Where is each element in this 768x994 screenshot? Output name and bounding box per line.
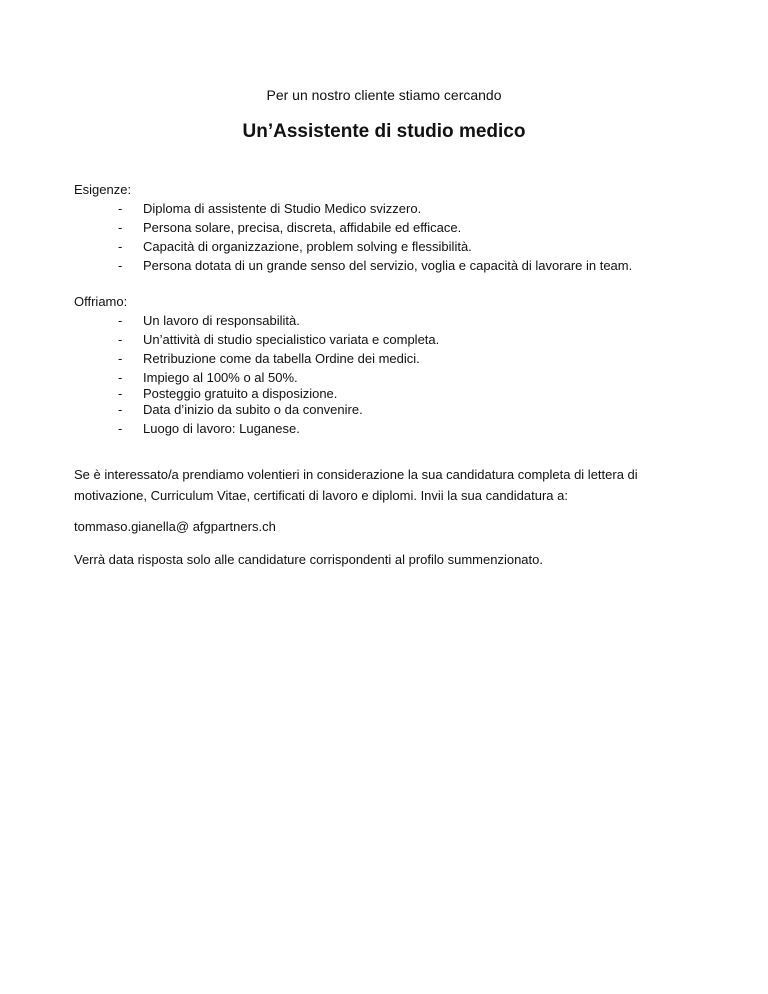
intro-line: Per un nostro cliente stiamo cercando	[266, 87, 502, 103]
list-item	[74, 237, 714, 256]
list-item-text: Posteggio gratuito a disposizione.	[143, 386, 338, 401]
requirements-label: Esigenze:	[74, 182, 132, 197]
list-item	[74, 256, 714, 275]
bullet-dash: -	[118, 239, 123, 254]
job-title: Un’Assistente di studio medico	[242, 121, 526, 142]
bullet-dash: -	[118, 258, 123, 273]
bullet-dash: -	[118, 201, 123, 216]
application-paragraph: Se è interessato/a prendiamo volentieri in considerazione la sua candidatura completa di lettera di motivazione, Curriculum Vitae, certificati di lavoro e diplomi. Invii la sua candidatura a:	[74, 467, 638, 503]
list-item-text: Un lavoro di responsabilità.	[143, 313, 300, 328]
response-note: Verrà data risposta solo alle candidature corrispondenti al profilo summenzionato.	[74, 552, 543, 567]
list-item	[74, 384, 714, 400]
list-item-text: Retribuzione come da tabella Ordine dei medici.	[143, 351, 420, 366]
list-item	[74, 218, 714, 237]
bullet-dash: -	[118, 332, 123, 347]
list-item	[74, 419, 714, 438]
bullet-dash: -	[118, 421, 123, 436]
bullet-dash: -	[118, 402, 123, 417]
list-item	[74, 330, 714, 349]
list-item-text: Data d’inizio da subito o da convenire.	[143, 402, 363, 417]
list-item-text: Capacità di organizzazione, problem solving e flessibilità.	[143, 239, 472, 254]
bullet-dash: -	[118, 370, 123, 385]
list-item	[74, 199, 714, 218]
list-item-text: Diploma di assistente di Studio Medico svizzero.	[143, 201, 422, 216]
offers-label: Offriamo:	[74, 294, 128, 309]
bullet-dash: -	[118, 351, 123, 366]
bullet-dash: -	[118, 386, 123, 401]
list-item	[74, 400, 714, 419]
requirements-section	[74, 180, 714, 275]
list-item	[74, 368, 714, 384]
list-item-text: Un’attività di studio specialistico variata e completa.	[143, 332, 440, 347]
requirements-list	[74, 199, 714, 275]
list-item-text: Persona dotata di un grande senso del servizio, voglia e capacità di lavorare in team.	[143, 258, 633, 273]
list-item-text: Impiego al 100% o al 50%.	[143, 370, 298, 385]
bullet-dash: -	[118, 313, 123, 328]
list-item	[74, 311, 714, 330]
bullet-dash: -	[118, 220, 123, 235]
list-item	[74, 349, 714, 368]
list-item-text: Luogo di lavoro: Luganese.	[143, 421, 300, 436]
offers-section	[74, 292, 714, 438]
list-item-text: Persona solare, precisa, discreta, affidabile ed efficace.	[143, 220, 462, 235]
offers-list	[74, 311, 714, 438]
contact-email: tommaso.gianella@ afgpartners.ch	[74, 519, 276, 534]
